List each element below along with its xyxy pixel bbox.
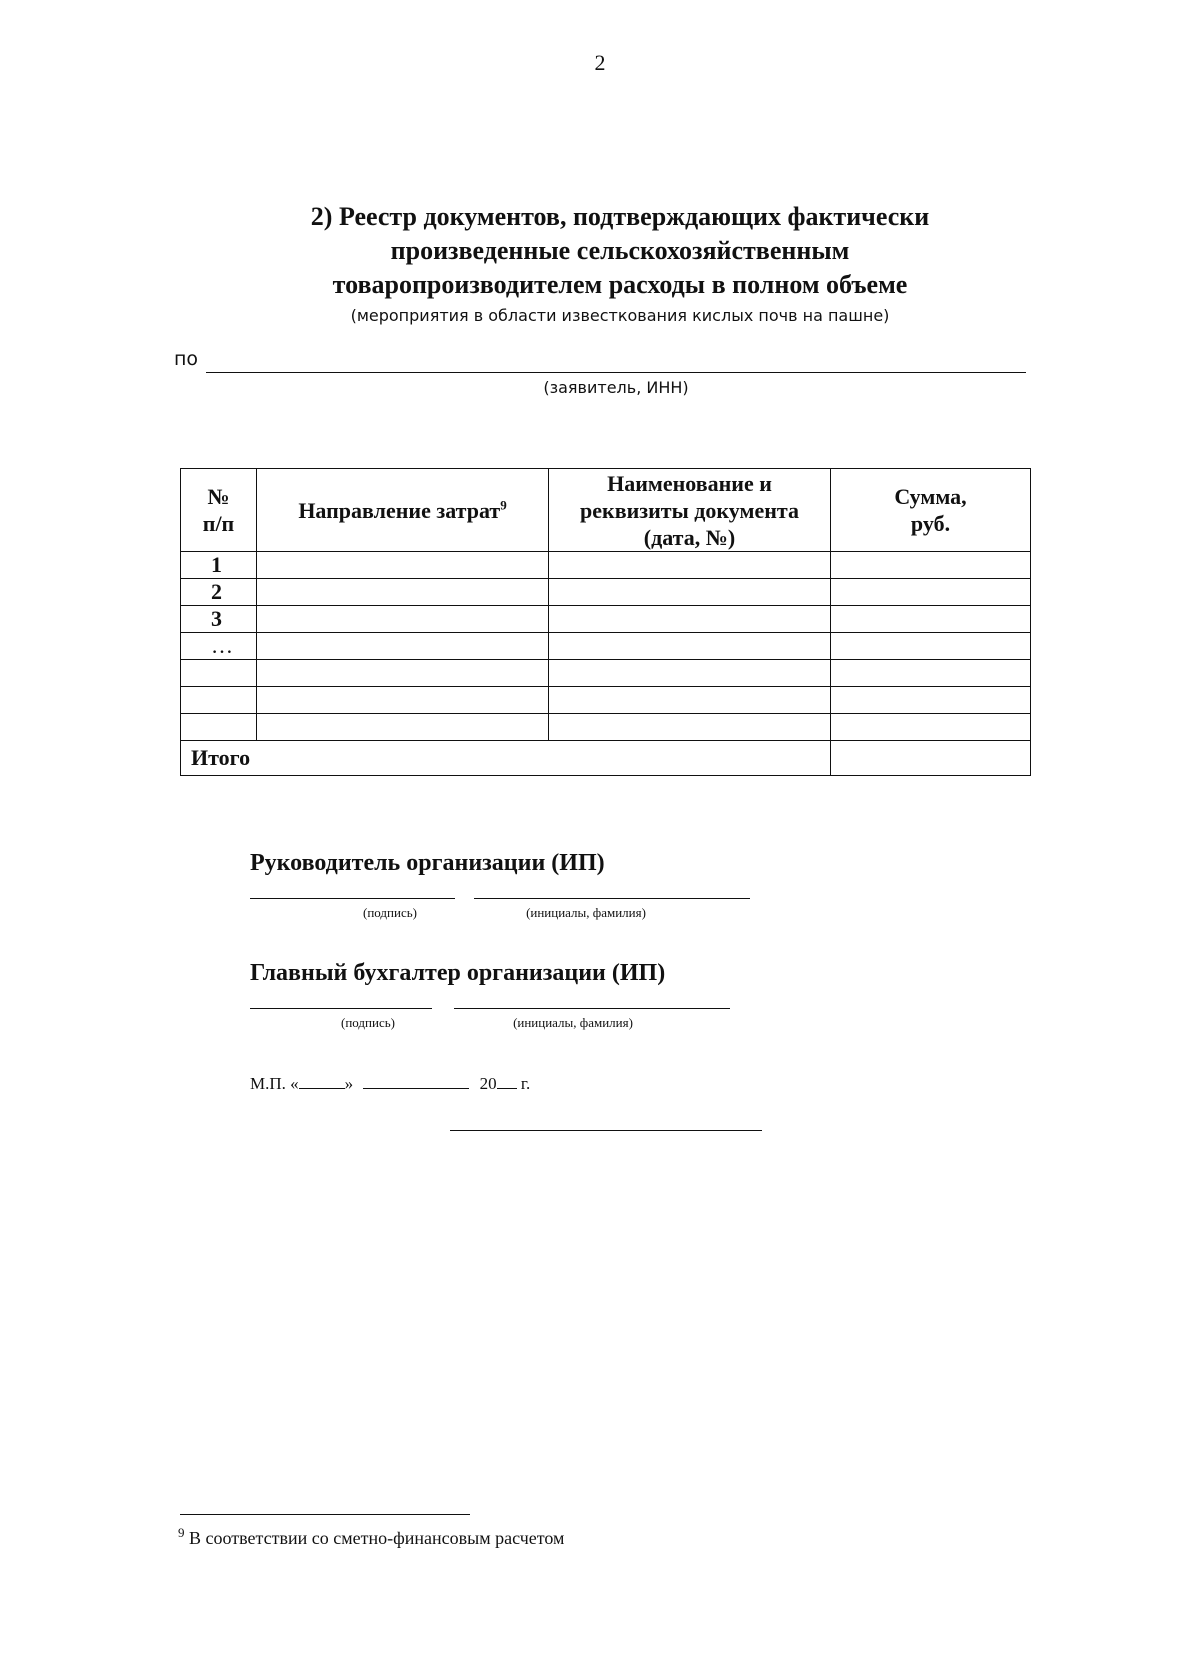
- date-year-suffix: г.: [520, 1074, 531, 1093]
- footnote-rule: [180, 1514, 470, 1515]
- cell-sum[interactable]: [831, 660, 1031, 687]
- cell-document[interactable]: [549, 633, 831, 660]
- cell-document[interactable]: [549, 660, 831, 687]
- cell-direction[interactable]: [257, 606, 549, 633]
- cell-document[interactable]: [549, 606, 831, 633]
- header-direction-footnote-mark: 9: [500, 497, 507, 513]
- header-sum-line1: Сумма,: [894, 484, 967, 509]
- row-number: [181, 687, 257, 714]
- stamp-label: М.П.: [250, 1074, 286, 1093]
- head-signature-title: Руководитель организации (ИП): [250, 850, 605, 876]
- cell-sum[interactable]: [831, 606, 1031, 633]
- stamp-date-line: [250, 1074, 530, 1094]
- header-num-line2: п/п: [202, 511, 235, 536]
- header-document-line2: реквизиты документа: [580, 497, 799, 523]
- total-label: Итого: [181, 741, 831, 776]
- date-open-quote: «: [290, 1074, 299, 1093]
- row-number: 3: [181, 606, 257, 633]
- accountant-name-line[interactable]: [454, 1008, 730, 1009]
- table-row: [181, 579, 1031, 606]
- cell-direction[interactable]: [257, 633, 549, 660]
- table-row: [181, 660, 1031, 687]
- cell-document[interactable]: [549, 552, 831, 579]
- cell-direction[interactable]: [257, 552, 549, 579]
- applicant-caption: (заявитель, ИНН): [543, 378, 689, 397]
- cell-sum[interactable]: [831, 579, 1031, 606]
- head-name-caption: (инициалы, фамилия): [526, 905, 646, 920]
- table-row: [181, 714, 1031, 741]
- accountant-signature-title: Главный бухгалтер организации (ИП): [250, 960, 666, 986]
- header-document-line1: Наименование и: [607, 470, 772, 496]
- date-day-field[interactable]: [299, 1074, 345, 1089]
- cell-sum[interactable]: [831, 687, 1031, 714]
- header-document: [549, 469, 831, 552]
- footnote-number: 9: [178, 1525, 185, 1540]
- total-row: [181, 741, 1031, 776]
- table-row: [181, 687, 1031, 714]
- header-num: [181, 469, 257, 552]
- date-year-field[interactable]: [497, 1074, 517, 1089]
- table-row: [181, 633, 1031, 660]
- document-subtitle: (мероприятия в области известкования кислых почв на пашне): [350, 306, 890, 325]
- cell-document[interactable]: [549, 714, 831, 741]
- row-number: 2: [181, 579, 257, 606]
- accountant-signature-caption: (подпись): [341, 1015, 395, 1030]
- cell-sum[interactable]: [831, 633, 1031, 660]
- date-year-prefix: 20: [479, 1074, 497, 1093]
- accountant-signature-line[interactable]: [250, 1008, 432, 1009]
- title-line-2: произведенные сельскохозяйственным: [390, 236, 850, 265]
- table-header-row: [181, 469, 1031, 552]
- applicant-prefix: по: [174, 348, 199, 370]
- applicant-field[interactable]: [206, 372, 1026, 373]
- cell-document[interactable]: [549, 579, 831, 606]
- header-num-line1: №: [207, 484, 230, 509]
- header-sum: [831, 469, 1031, 552]
- cell-direction[interactable]: [257, 660, 549, 687]
- cell-sum[interactable]: [831, 714, 1031, 741]
- cell-document[interactable]: [549, 687, 831, 714]
- date-close-quote: »: [344, 1074, 354, 1093]
- header-document-line3: (дата, №): [643, 524, 736, 550]
- registry-table: [180, 468, 1031, 776]
- table-row: [181, 606, 1031, 633]
- head-signature-caption: (подпись): [363, 905, 417, 920]
- cell-direction[interactable]: [257, 714, 549, 741]
- cell-direction[interactable]: [257, 687, 549, 714]
- footnote: [178, 1525, 565, 1549]
- accountant-name-caption: (инициалы, фамилия): [513, 1015, 633, 1030]
- row-number: [181, 660, 257, 687]
- title-line-3: товаропроизводителем расходы в полном объеме: [332, 270, 908, 299]
- page-number: 2: [594, 50, 606, 75]
- head-signature-line[interactable]: [250, 898, 455, 899]
- date-month-field[interactable]: [363, 1074, 469, 1089]
- cell-direction[interactable]: [257, 579, 549, 606]
- title-line-1: 2) Реестр документов, подтверждающих фактически: [310, 202, 930, 231]
- table-row: [181, 552, 1031, 579]
- document-title: [240, 200, 1000, 302]
- head-name-line[interactable]: [474, 898, 750, 899]
- total-sum-cell[interactable]: [831, 741, 1031, 776]
- row-number: [181, 714, 257, 741]
- header-direction: [257, 469, 549, 552]
- header-direction-label: Направление затрат: [298, 497, 501, 523]
- header-sum-line2: руб.: [910, 511, 951, 536]
- cell-sum[interactable]: [831, 552, 1031, 579]
- closing-rule: [450, 1130, 762, 1131]
- row-number: …: [181, 633, 257, 660]
- row-number: 1: [181, 552, 257, 579]
- footnote-text: В соответствии со сметно-финансовым расчетом: [189, 1528, 565, 1548]
